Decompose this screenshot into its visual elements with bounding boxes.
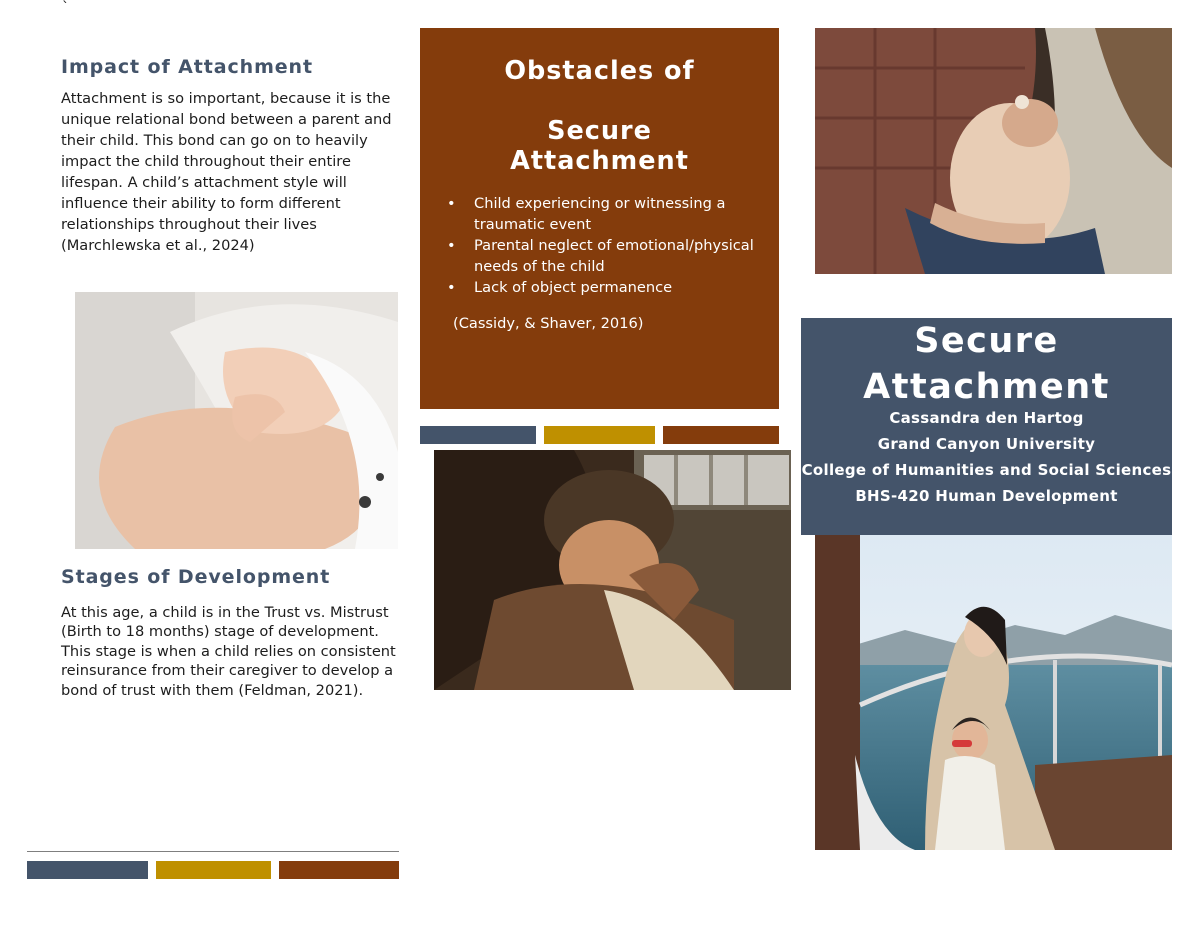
cover-university: Grand Canyon University [877, 435, 1096, 453]
parents-newborn-photo [815, 28, 1172, 274]
brown-accent-bar [279, 861, 399, 879]
list-item: • Child experiencing or witnessing a traumatic event [420, 193, 779, 235]
obstacles-panel [420, 28, 779, 409]
blue-accent-bar [27, 861, 148, 879]
blue-accent-bar [420, 426, 536, 444]
impact-body: Attachment is so important, because it is the unique relational bond between a parent and their child. This bond can go on to heavily impact the child throughout their entire lifespan. A child’s attachment style will influence their ability to form different relationships throughout their lives (Marchlewska et al., 2024) [61, 90, 392, 254]
mother-child-image [434, 450, 791, 690]
stages-heading: Stages of Development [61, 566, 331, 588]
mother-child-photo [434, 450, 791, 690]
gold-accent-bar [544, 426, 655, 444]
stages-section [61, 566, 401, 700]
page-marker: ` [62, 0, 69, 16]
gold-accent-bar [156, 861, 271, 879]
obstacles-title-line3: Attachment [510, 146, 689, 176]
list-item: • Parental neglect of emotional/physical needs of the child [420, 235, 779, 277]
cover-course: BHS-420 Human Development [855, 487, 1118, 505]
mother-daughter-boat-photo [815, 535, 1172, 850]
cover-title-line2: Attachment [863, 367, 1110, 407]
stages-body: At this age, a child is in the Trust vs. Mistrust (Birth to 18 months) stage of development. This stage is when a child relies on consistent reinsurance from their caregiver to develop a bond of trust with them (Feldman, 2021). [61, 604, 396, 699]
baby-hand-image [75, 292, 398, 549]
mother-daughter-boat-image [815, 535, 1172, 850]
obstacles-citation: (Cassidy, & Shaver, 2016) [453, 315, 644, 332]
obstacles-list [420, 193, 779, 298]
brown-accent-bar [663, 426, 779, 444]
parents-newborn-image [815, 28, 1172, 274]
cover-title-panel [801, 318, 1172, 535]
cover-author: Cassandra den Hartog [889, 409, 1084, 427]
obstacles-title-line1: Obstacles of [504, 56, 695, 86]
list-item: • Lack of object permanence [420, 277, 779, 298]
obstacles-title-line2: Secure [547, 116, 652, 146]
baby-hand-photo [75, 292, 398, 549]
cover-college: College of Humanities and Social Sciences [801, 461, 1172, 479]
impact-heading: Impact of Attachment [61, 56, 313, 78]
bottom-rule [27, 851, 399, 852]
impact-section [61, 56, 401, 256]
cover-title-line1: Secure [914, 321, 1059, 361]
